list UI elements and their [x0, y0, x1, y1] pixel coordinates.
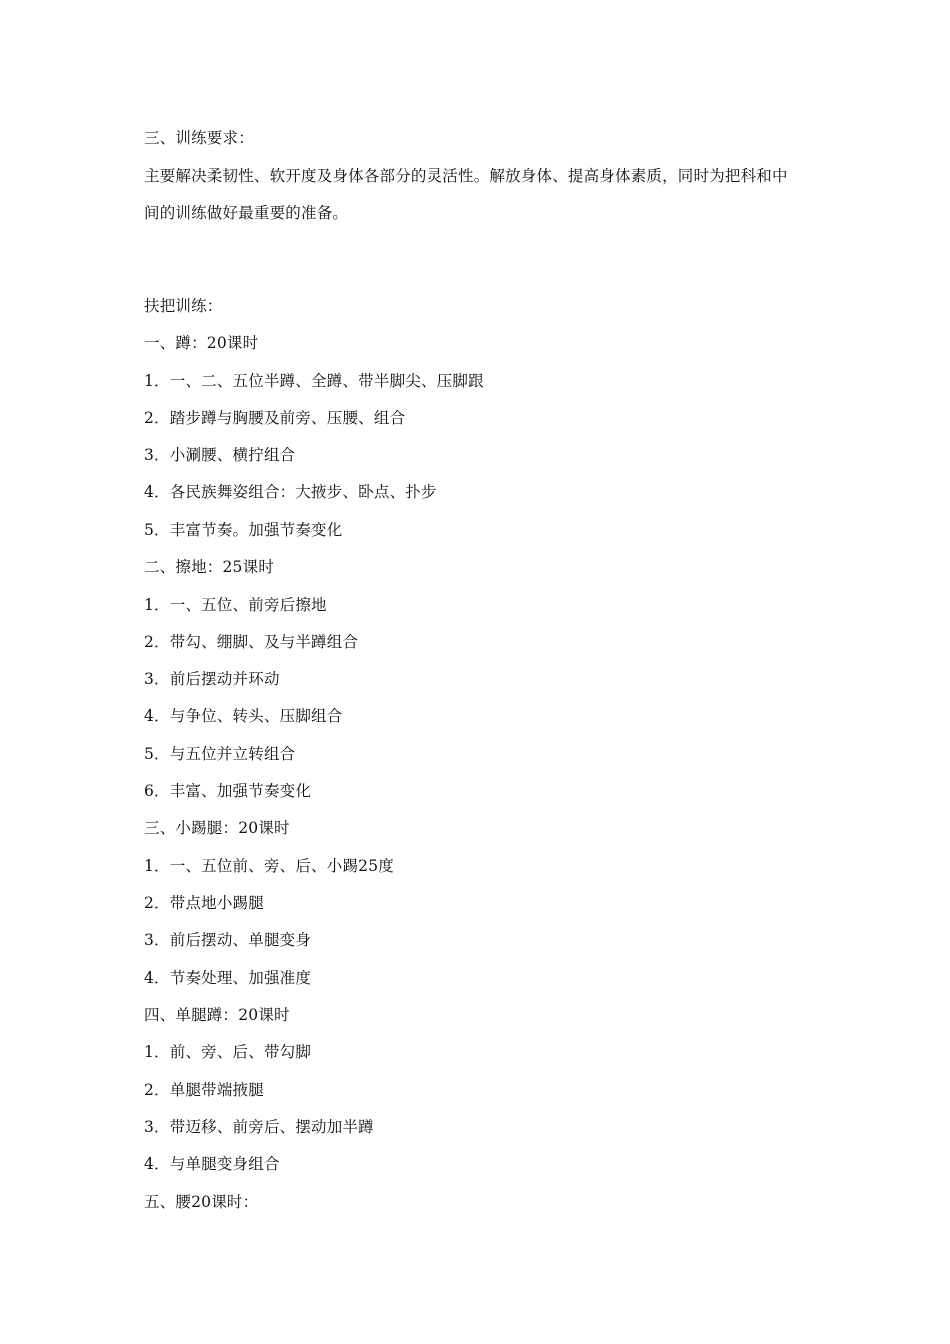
section-title: 三、小踢腿：20课时 [144, 819, 290, 837]
list-item: 3．前后摆动、单腿变身 [144, 931, 312, 949]
barre-training-title: 扶把训练： [144, 297, 223, 315]
list-item: 3．小涮腰、横拧组合 [144, 446, 296, 464]
list-item: 1．一、二、五位半蹲、全蹲、带半脚尖、压脚跟 [144, 372, 484, 390]
list-item: 1．一、五位、前旁后擦地 [144, 596, 327, 614]
list-item: 6．丰富、加强节奏变化 [144, 782, 312, 800]
list-item: 5．与五位并立转组合 [144, 745, 296, 763]
section-title: 一、蹲：20课时 [144, 334, 259, 352]
list-item: 3．带迈移、前旁后、摆动加半蹲 [144, 1118, 374, 1136]
list-item: 4．节奏处理、加强准度 [144, 969, 312, 987]
list-item: 4．各民族舞姿组合：大掖步、卧点、扑步 [144, 483, 437, 501]
list-item: 4．与争位、转头、压脚组合 [144, 707, 343, 725]
requirements-paragraph-line-2: 间的训练做好最重要的准备。 [144, 204, 349, 222]
section-title: 二、擦地：25课时 [144, 558, 275, 576]
list-item: 2．带勾、绷脚、及与半蹲组合 [144, 633, 359, 651]
list-item: 4．与单腿变身组合 [144, 1155, 280, 1173]
list-item: 5．丰富节奏。加强节奏变化 [144, 521, 343, 539]
list-item: 1．一、五位前、旁、后、小踢25度 [144, 857, 394, 875]
list-item: 2．带点地小踢腿 [144, 894, 264, 912]
list-item: 3．前后摆动并环动 [144, 670, 280, 688]
list-item: 2．单腿带端掖腿 [144, 1081, 264, 1099]
section-title: 四、单腿蹲：20课时 [144, 1006, 290, 1024]
list-item: 1．前、旁、后、带勾脚 [144, 1043, 312, 1061]
list-item: 2．踏步蹲与胸腰及前旁、压腰、组合 [144, 409, 406, 427]
requirements-paragraph-line-1: 主要解决柔韧性、软开度及身体各部分的灵活性。解放身体、提高身体素质，同时为把科和中 [144, 167, 788, 185]
section-title: 五、腰20课时： [144, 1193, 259, 1211]
requirements-heading: 三、训练要求： [144, 129, 254, 147]
